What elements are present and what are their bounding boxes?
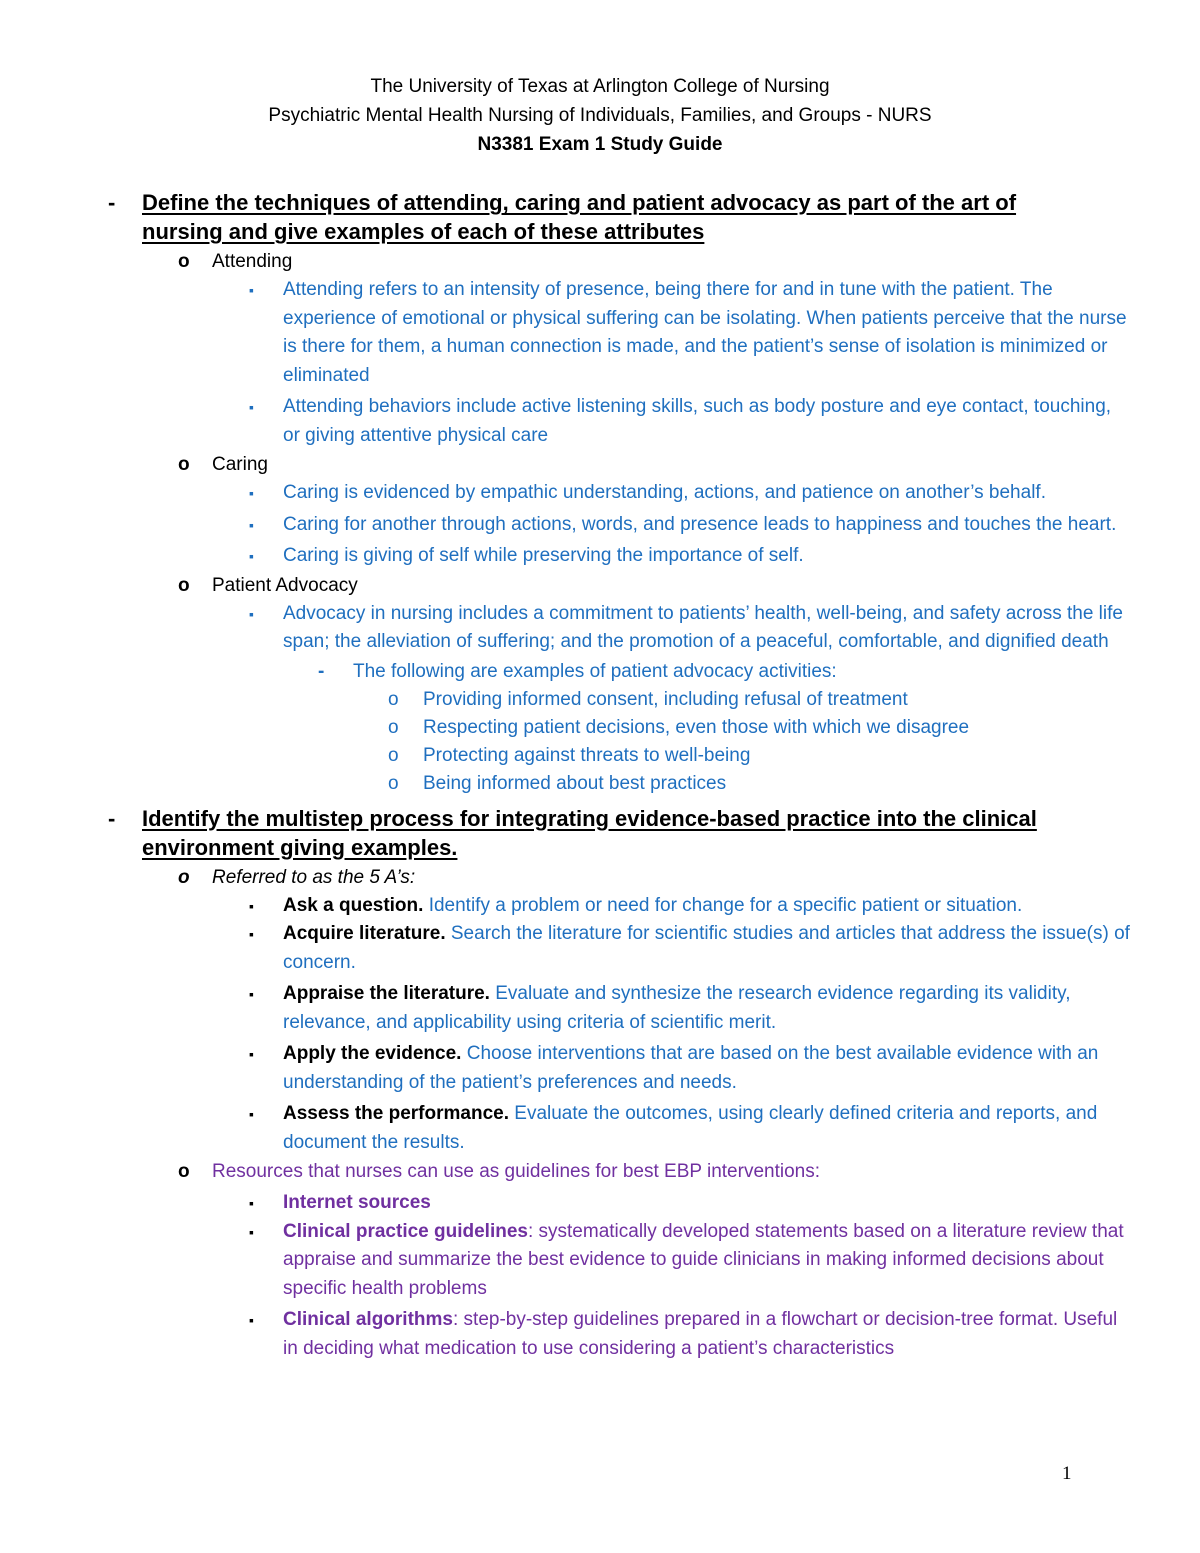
- caring-point-2: ▪ Caring for another through actions, words, and presence leads to happiness and touches the heart.: [0, 511, 1133, 540]
- subtopic-caring: o Caring: [0, 450, 1112, 479]
- bullet-square: ▪: [249, 399, 254, 415]
- page-number: 1: [1062, 1463, 1072, 1484]
- bullet-dash: -: [108, 190, 116, 215]
- subtopic-patient-advocacy: o Patient Advocacy: [0, 571, 1112, 600]
- resource-item: ▪ Clinical algorithms: step-by-step guidelines prepared in a flowchart or decision-tree format. Useful in deciding what medication to use considering a patient’s characteristics: [0, 1306, 1133, 1363]
- resource-item: ▪ Internet sources: [0, 1189, 1133, 1218]
- subtopic-attending: o Attending: [0, 247, 1112, 276]
- five-as-step: ▪ Assess the performance. Evaluate the outcomes, using clearly defined criteria and reports, and document the results.: [0, 1100, 1133, 1157]
- bullet-square: ▪: [249, 548, 254, 564]
- bullet-circle: o: [178, 866, 190, 888]
- subtopic-resources: o Resources that nurses can use as guidelines for best EBP interventions:: [0, 1157, 1112, 1186]
- document-body: [0, 188, 1200, 1363]
- header-institution: The University of Texas at Arlington College of Nursing: [370, 76, 830, 97]
- section-heading-1: - Define the techniques of attending, caring and patient advocacy as part of the art of nursing and give examples of each of these attributes: [108, 190, 1017, 244]
- advocacy-example: o Providing informed consent, including refusal of treatment: [0, 686, 1133, 714]
- header-title: N3381 Exam 1 Study Guide: [477, 134, 723, 155]
- advocacy-examples-intro: - The following are examples of patient advocacy activities:: [0, 657, 1133, 686]
- bullet-hollow-circle: o: [388, 744, 399, 766]
- advocacy-point-1: ▪ Advocacy in nursing includes a commitment to patients’ health, well-being, and safety across the life span; the alleviation of suffering; and the promotion of a peaceful, comfortable, and dignified death: [0, 600, 1133, 657]
- bullet-square: ▪: [249, 1106, 254, 1122]
- bullet-hollow-circle: o: [388, 716, 399, 738]
- bullet-hollow-circle: o: [388, 688, 399, 710]
- bullet-square: ▪: [249, 1312, 254, 1328]
- five-as-step: ▪ Acquire literature. Search the literature for scientific studies and articles that address the issue(s) of concern.: [0, 920, 1133, 977]
- advocacy-example: o Protecting against threats to well-being: [0, 742, 1133, 770]
- bullet-square: ▪: [249, 1046, 254, 1062]
- bullet-circle: o: [178, 574, 190, 596]
- section-heading-2: - Identify the multistep process for integrating evidence-based practice into the clinical environment giving examples.: [108, 805, 1037, 860]
- bullet-square: ▪: [249, 897, 254, 914]
- bullet-circle: o: [178, 251, 190, 272]
- five-as-step: ▪ Apply the evidence. Choose interventions that are based on the best available evidence with an understanding of the patient’s preferences and needs.: [0, 1040, 1133, 1097]
- five-as-step: ▪ Appraise the literature. Evaluate and synthesize the research evidence regarding its validity, relevance, and applicability using criteria of scientific merit.: [0, 980, 1133, 1037]
- bullet-square: ▪: [249, 1195, 254, 1211]
- bullet-hollow-circle: o: [388, 772, 399, 794]
- bullet-circle: o: [178, 1161, 190, 1182]
- bullet-square: ▪: [249, 986, 254, 1002]
- bullet-dash: -: [318, 660, 325, 682]
- attending-point-1: ▪ Attending refers to an intensity of presence, being there for and in tune with the patient. The experience of emotional or physical suffering can be isolating. When patients perceive that the nurse is there for them, a human connection is made, and the patient’s sense of isolation is minimized or eliminated: [0, 276, 1133, 390]
- bullet-square: ▪: [249, 282, 254, 298]
- header-course: Psychiatric Mental Health Nursing of Individuals, Families, and Groups - NURS: [268, 105, 932, 126]
- resource-item: ▪ Clinical practice guidelines: systematically developed statements based on a literature review that appraise and summarize the best evidence to guide clinicians in making informed decisions about specific health problems: [0, 1218, 1133, 1304]
- caring-point-3: ▪ Caring is giving of self while preserving the importance of self.: [0, 542, 1133, 571]
- subtopic-five-as: o Referred to as the 5 A’s:: [0, 863, 1112, 892]
- bullet-square: ▪: [249, 926, 254, 942]
- bullet-circle: o: [178, 454, 190, 475]
- bullet-square: ▪: [249, 516, 254, 533]
- bullet-square: ▪: [249, 605, 254, 622]
- document-header: [0, 72, 1200, 159]
- advocacy-example: o Being informed about best practices: [0, 770, 1133, 798]
- bullet-square: ▪: [249, 1223, 254, 1240]
- bullet-square: ▪: [249, 485, 254, 501]
- five-as-step: ▪ Ask a question. Identify a problem or need for change for a specific patient or situation.: [0, 892, 1133, 921]
- caring-point-1: ▪ Caring is evidenced by empathic understanding, actions, and patience on another’s behalf.: [0, 479, 1133, 508]
- bullet-dash: -: [108, 805, 116, 831]
- advocacy-example: o Respecting patient decisions, even those with which we disagree: [0, 714, 1133, 742]
- attending-point-2: ▪ Attending behaviors include active listening skills, such as body posture and eye contact, touching, or giving attentive physical care: [0, 393, 1133, 450]
